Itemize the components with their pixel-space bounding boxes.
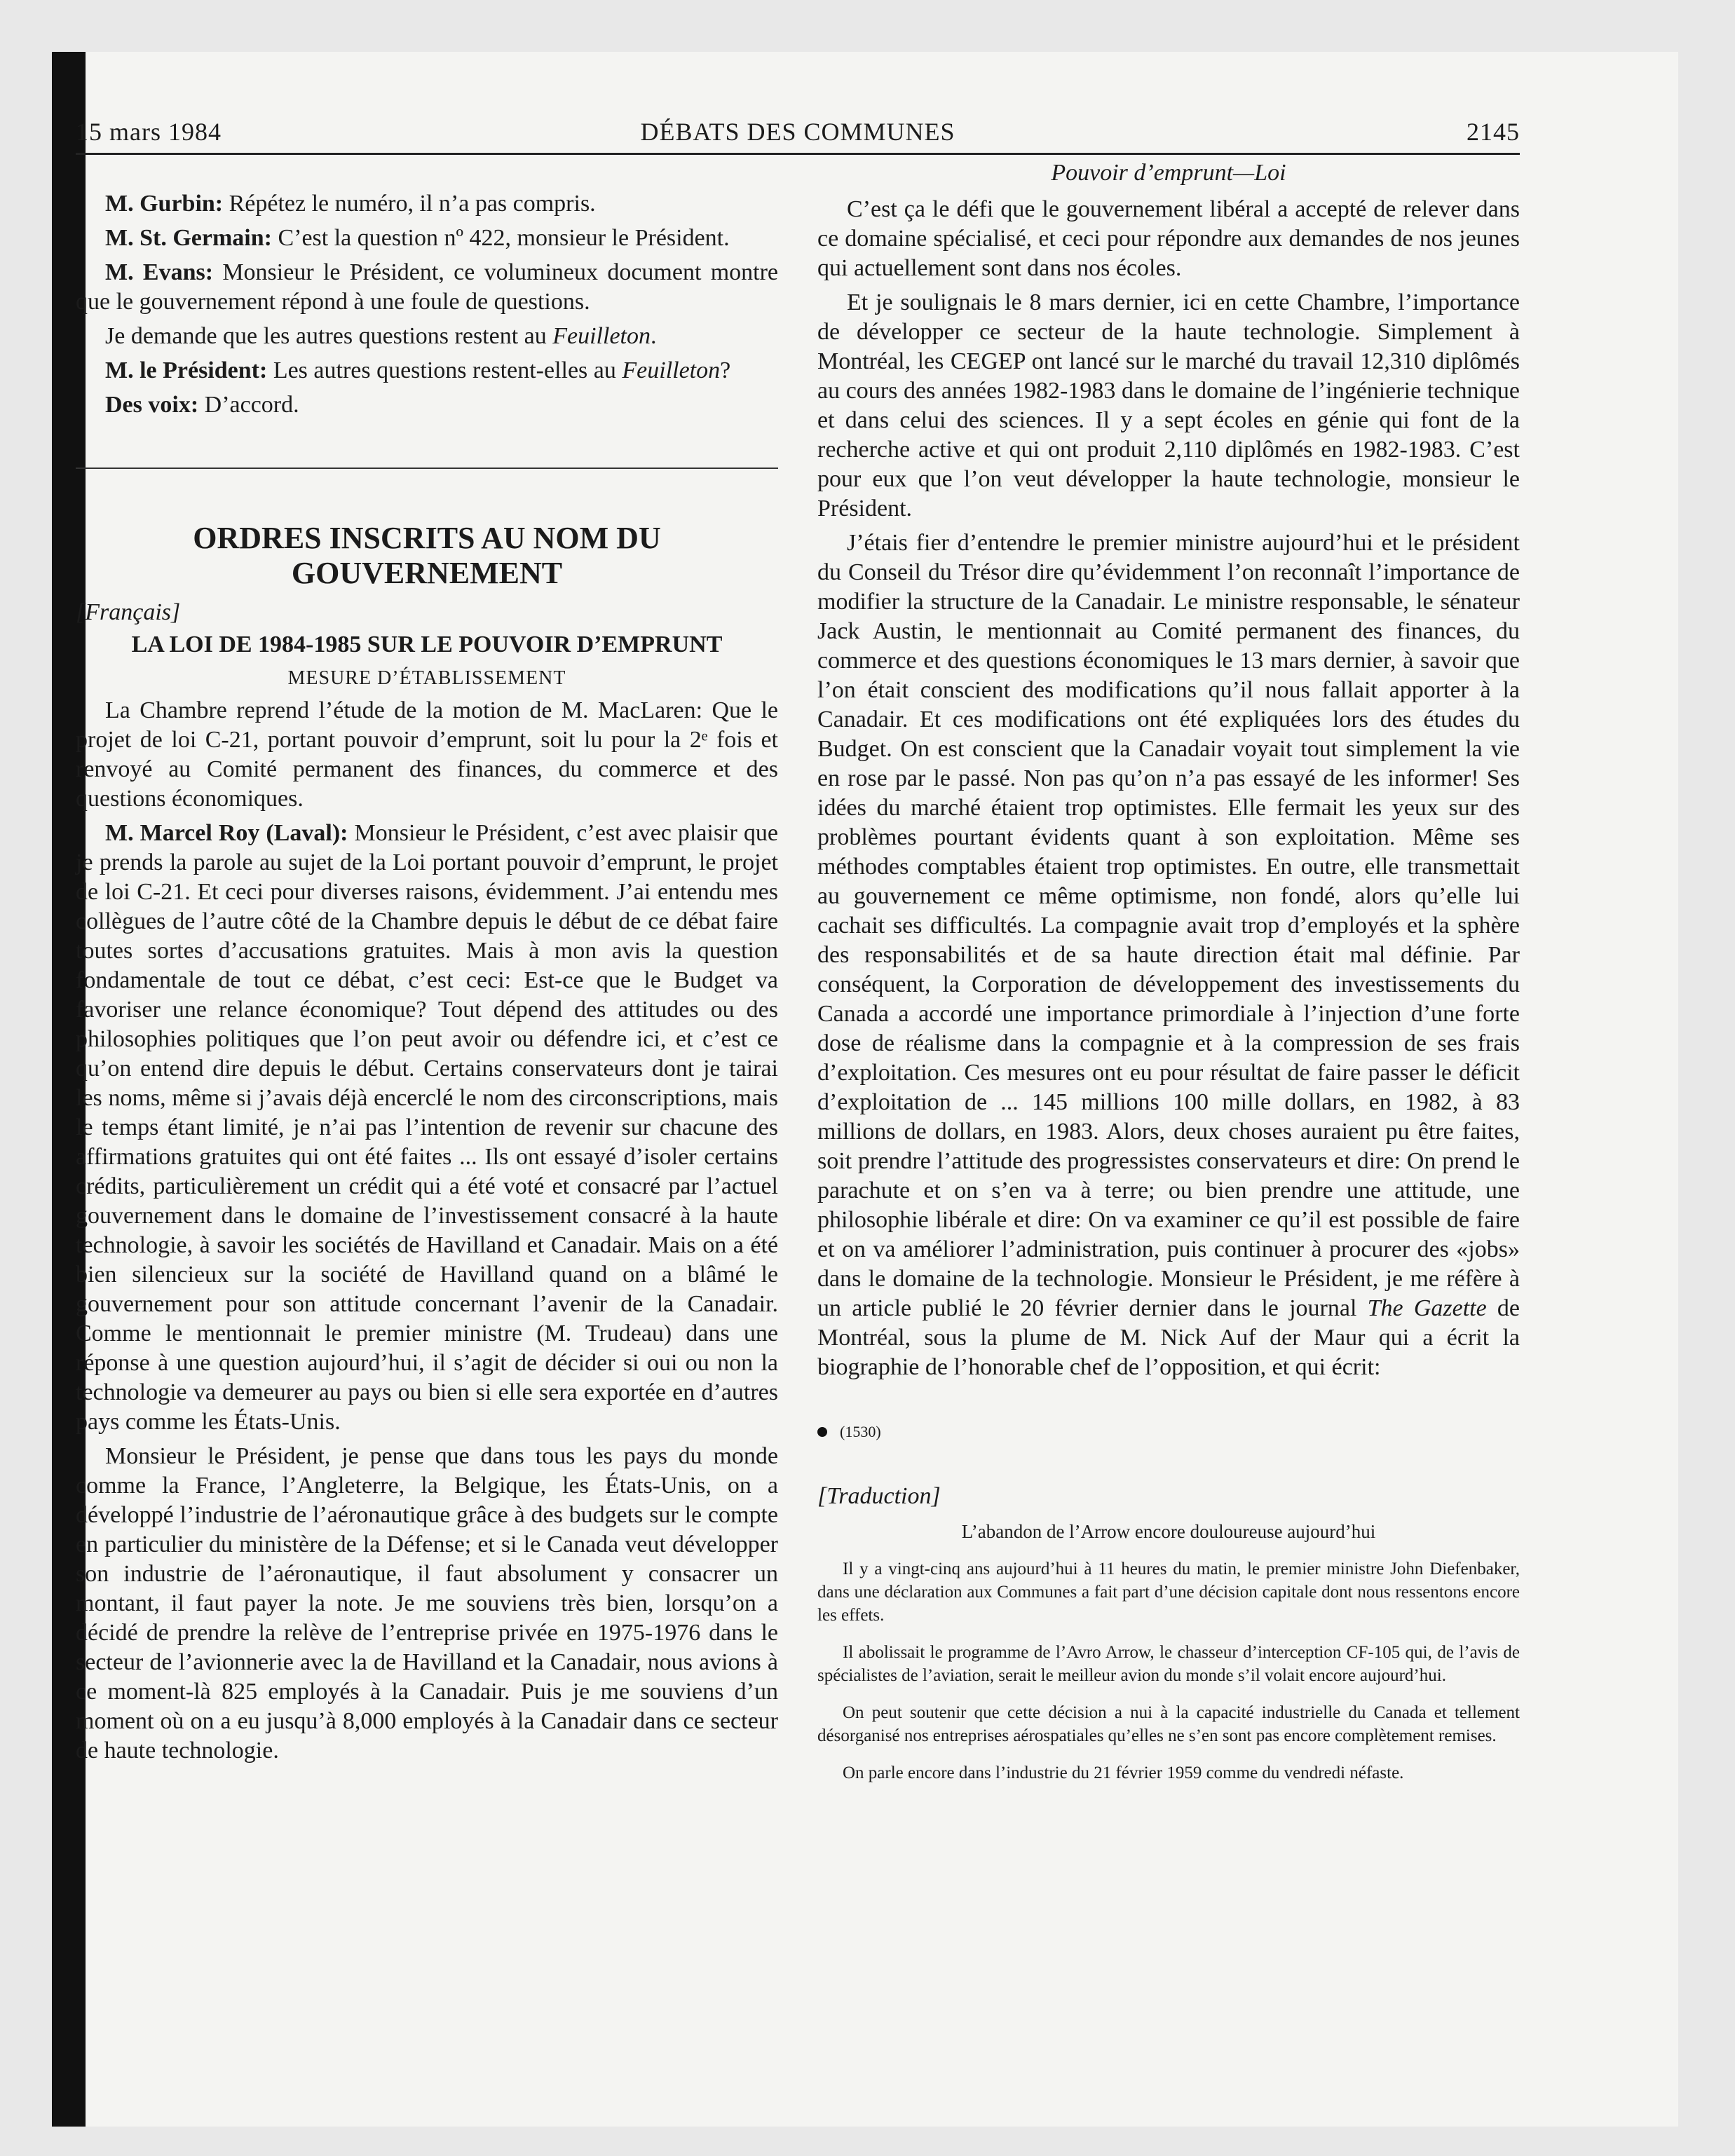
quote-paragraph: Il abolissait le programme de l’Avro Arrow, le chasseur d’interception CF-105 qui, de l’avis de spécialistes de l’aviation, serait le meilleur avion du monde s’il volait encore aujourd’hui. — [817, 1643, 1520, 1685]
language-tag: [Traduction] — [817, 1483, 941, 1509]
quote-paragraph: On peut soutenir que cette décision a nui à la capacité industrielle du Canada et tellement désorganisé nos entreprises aérospatiales qu’elles ne s’en sont pas encore complètement remises. — [817, 1703, 1520, 1745]
speech-voices — [76, 390, 778, 420]
paragraph-text: J’étais fier d’entendre le premier ministre aujourd’hui et le président du Conseil du Trésor dire qu’évidemment l’on reconnaît l’importance de modifier la structure de la Canadair. Le ministre responsable, le sénateur Jack Austin, le mentionnait au Comité permanent des finances, du commerce et des questions économiques le 13 mars dernier, à savoir que l’on était conscient des modifications qu’il nous fallait apporter à la Canadair. Et ces modifications ont été expliquées lors des études du Budget. On est conscient que la Canadair voyait tout simplement la vie en rose par le passé. Non pas qu’on n’a pas essayé de les informer! Ses idées du marché étaient trop optimistes. Elle fermait les yeux sur des problèmes pourtant évidents quant à son exploitation. Même ses méthodes comptables étaient trop optimistes. En outre, elle transmettait au gouvernement ce même optimisme, non fondé, alors qu’elle lui cachait ses difficultés. La compagnie avait trop d’employés et la sphère des responsabilités et de sa haute direction était mal définie. Par conséquent, la Corporation de développement des investissements du Canada a accordé une importance primordiale à l’injection d’une forte dose de réalisme dans la compagnie et à la compression de ses frais d’exploitation. Ces mesures ont eu pour résultat de faire passer le déficit d’exploitation de ... 145 millions 100 mille dollars, en 1982, à 83 millions de dollars, en 1983. Alors, deux choses auraient pu être faites, soit prendre l’attitude des progressistes conservateurs et dire: On prend le parachute et on s’en va à terre; ou bien prendre une attitude, une philosophie libérale et dire: On va examiner ce qu’il est possible de faire et on va améliorer l’administration, puis continuer à procurer des «jobs» dans le domaine de la technologie. Monsieur le Président, je me réfère à un article publié le 20 février dernier dans le journal — [817, 530, 1520, 1321]
speech-text: C’est la question nº 422, monsieur le Président. — [271, 225, 730, 251]
paragraph — [817, 528, 1520, 1382]
header-title: DÉBATS DES COMMUNES — [640, 118, 955, 146]
speech-text: Les autres questions restent-elles au — [267, 357, 622, 383]
paragraph: Et je soulignais le 8 mars dernier, ici en cette Chambre, l’importance de développer ce secteur de la haute technologie. Simplement à Montréal, les CEGEP ont lancé sur le marché du travail 12,310 diplômés au cours des années 1982-1983 dans le domaine de l’ingénierie technique et dans celui des sciences. Il y a sept écoles en génie qui font de la recherche active et qui ont produit 2,110 diplômés en 1982-1983. C’est pour eux que l’on veut développer la haute technologie, monsieur le Président. — [817, 289, 1520, 521]
speech-roy-continued: Monsieur le Président, je pense que dans tous les pays du monde comme la France, l’Angleterre, la Belgique, les États-Unis, on a développé l’industrie de l’aéronautique grâce à des budgets sur le compte en particulier du ministère de la Défense; et si le Canada veut développer son industrie de l’aéronautique, il faut absolument y consacrer un montant, il faut payer la note. Je me souviens très bien, lorsqu’on a décidé de prendre la relève de l’entreprise privée en 1975-1976 dans le secteur de l’avionnerie avec la de Havilland et la Canadair, nous avions à ce moment-là 825 employés à la Canadair. Puis je me souviens d’un moment où on a eu jusqu’à 8,000 employés à la Canadair dans ce secteur de haute technologie. — [76, 1443, 778, 1763]
newspaper-name: The Gazette — [1367, 1295, 1487, 1321]
time-marker — [817, 1417, 1520, 1447]
speech-text: Je demande que les autres questions restent au — [105, 323, 553, 349]
bill-title: LA LOI DE 1984-1985 SUR LE POUVOIR D’EMPRUNT — [131, 632, 723, 657]
measure-subtitle: MESURE D’ÉTABLISSEMENT — [287, 667, 566, 689]
page-header — [76, 114, 1520, 153]
motion-paragraph: La Chambre reprend l’étude de la motion de M. MacLaren: Que le projet de loi C-21, portant pouvoir d’emprunt, soit lu pour la 2ᵉ fois et renvoyé au Comité permanent des finances, du commerce et des questions économiques. — [76, 697, 778, 812]
speaker-name: Des voix: — [105, 392, 199, 418]
feuilleton-term: Feuilleton — [552, 323, 651, 349]
paragraph-text: de Montréal, sous la plume de M. Nick Auf der Maur qui a écrit la biographie de l’honorable chef de l’opposition, et qui écrit: — [817, 1295, 1520, 1380]
header-date: 15 mars 1984 — [76, 118, 222, 146]
speech-text: Monsieur le Président, ce volumineux document montre que le gouvernement répond à une foule de questions. — [76, 259, 778, 315]
quote-title: L’abandon de l’Arrow encore douloureuse aujourd’hui — [961, 1521, 1376, 1542]
speaker-name: M. le Président: — [105, 357, 268, 383]
paragraph: C’est ça le défi que le gouvernement libéral a accepté de relever dans ce domaine spécialisé, et ceci pour répondre aux demandes de nos jeunes qui actuellement sont dans nos écoles. — [817, 196, 1520, 281]
time-marker-text: (1530) — [840, 1423, 881, 1440]
section-heading: ORDRES INSCRITS AU NOM DU GOUVERNEMENT — [193, 521, 661, 590]
bullet-icon — [817, 1427, 827, 1437]
speech-text: Monsieur le Président, c’est avec plaisir que je prends la parole au sujet de la Loi portant pouvoir d’emprunt, le projet de loi C-21. Et ceci pour diverses raisons, évidemment. J’ai entendu mes collègues de l’autre côté de la Chambre depuis le début de ce débat faire toutes sortes d’accusations gratuites. Mais à mon avis la question fondamentale de tout ce débat, c’est ceci: Est-ce que le Budget va favoriser une relance économique? Tout dépend des attitudes ou des philosophies politiques que l’on peut avoir ou défendre ici, et c’est ce qu’on entend dire depuis le début. Certains conservateurs dont je tairai les noms, même si j’avais déjà encerclé le nom des circonscriptions, mais le temps étant limité, je n’ai pas l’intention de revenir sur chacune des affirmations gratuites qui ont été faites ... Ils ont essayé d’isoler certains crédits, particulièrement un crédit qui a été voté et consacré par l’actuel gouvernement dans le domaine de l’investissement consacré à la haute technologie, à savoir les sociétés de Havilland et Canadair. Mais on a été bien silencieux sur la société de Havilland quand on a blâmé le gouvernement pour son attitude concernant l’avenir de la Canadair. Comme le mentionnait le premier ministre (M. Trudeau) dans une réponse à une question aujourd’hui, il s’agit de décider si oui ou non la technologie va demeurer au pays ou bien si elle sera exportée en d’autres pays comme les États-Unis. — [76, 820, 778, 1435]
running-head: Pouvoir d’emprunt—Loi — [1051, 160, 1286, 186]
speech-gurbin — [76, 189, 778, 219]
right-column — [817, 158, 1520, 1799]
speech-evans — [76, 258, 778, 317]
speech-st-germain — [76, 224, 778, 253]
header-rule — [76, 153, 1520, 155]
language-tag: [Français] — [76, 599, 181, 625]
feuilleton-term: Feuilleton — [622, 357, 721, 383]
punctuation: . — [651, 323, 657, 349]
left-column — [76, 158, 778, 1770]
quote-paragraph: On parle encore dans l’industrie du 21 février 1959 comme du vendredi néfaste. — [843, 1763, 1404, 1782]
speech-text: D’accord. — [198, 392, 299, 418]
section-separator — [76, 468, 778, 469]
speech-roy — [76, 819, 778, 1437]
speaker-name: M. Evans: — [105, 259, 214, 285]
speaker-name: M. Marcel Roy (Laval): — [105, 820, 348, 846]
speech-president — [76, 356, 778, 386]
header-page-number: 2145 — [1467, 118, 1520, 146]
punctuation: ? — [720, 357, 731, 383]
speaker-name: M. Gurbin: — [105, 191, 224, 217]
quote-paragraph: Il y a vingt-cinq ans aujourd’hui à 11 heures du matin, le premier ministre John Diefenbaker, dans une déclaration aux Communes a fait part d’une décision capitale dont nous ressentons encore les effets. — [817, 1560, 1520, 1625]
speech-text: Répétez le numéro, il n’a pas compris. — [223, 191, 596, 217]
speaker-name: M. St. Germain: — [105, 225, 272, 251]
speech-evans-continued — [76, 322, 778, 351]
